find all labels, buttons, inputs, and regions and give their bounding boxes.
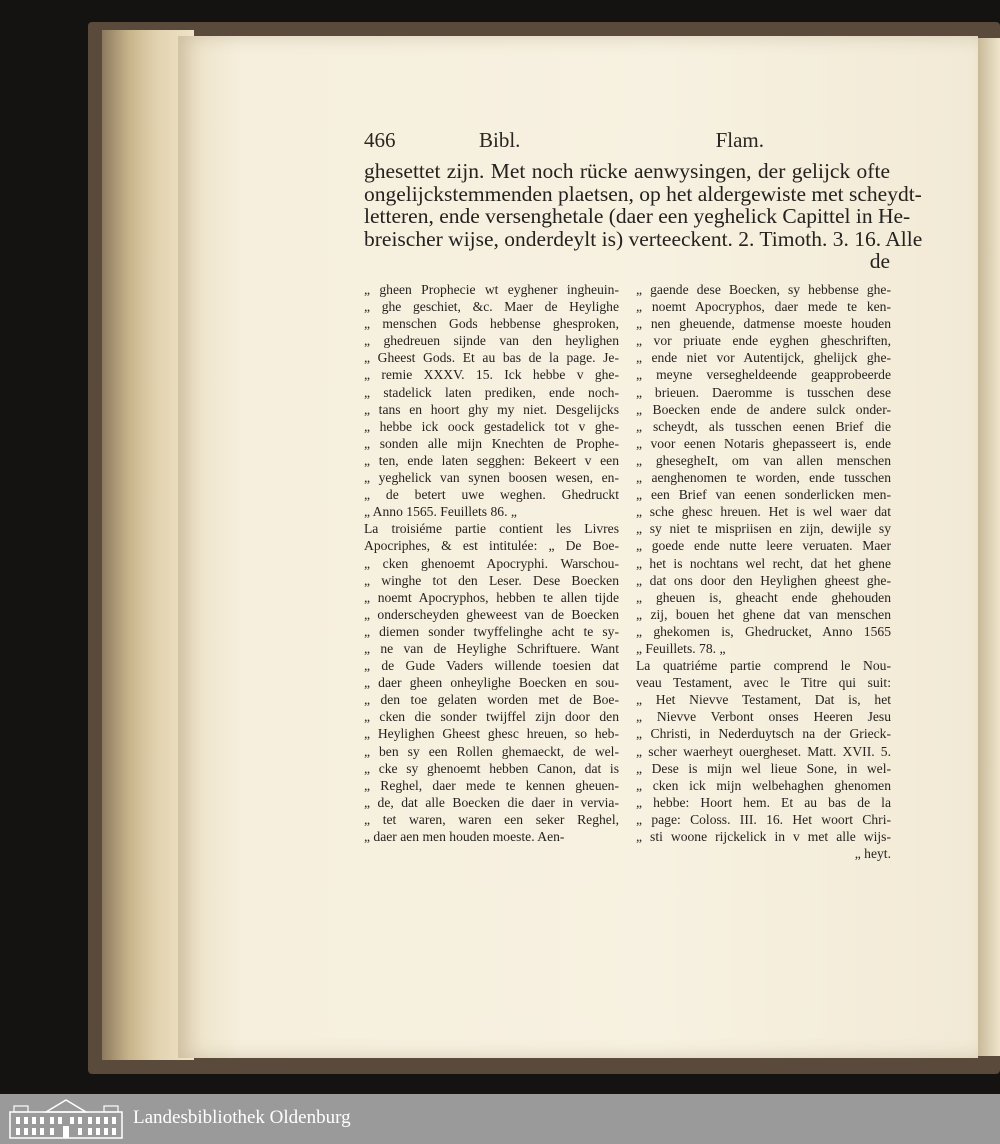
text-line: „ yeghelick van synen boosen wesen, en- — [364, 470, 619, 486]
library-building-logo-icon — [8, 1098, 124, 1140]
intro-line: breischer wijse, onderdeylt is) verteeckent. 2. Timoth. 3. 16. Alle — [364, 226, 923, 251]
text-line: La troisiéme partie contient les Livres — [364, 521, 619, 537]
text-line: „ Heylighen Gheest ghesc hreuen, so heb- — [364, 726, 619, 742]
text-line: „ stadelick laten prediken, ende noch- — [364, 384, 619, 400]
text-line: „ Feuillets. 78. „ — [636, 640, 726, 656]
intro-line: de — [869, 249, 890, 273]
text-line: „ ne van de Heylighe Schriftuere. Want — [364, 640, 619, 656]
text-line: „ dat ons door den Heylighen gheest ghe- — [636, 572, 891, 588]
text-line: „ hebbe ick oock gestadelick tot v ghe- — [364, 418, 619, 434]
text-line: „ remie XXXV. 15. Ick hebbe v ghe- — [364, 367, 619, 383]
text-line: „ Anno 1565. Feuillets 86. „ — [364, 504, 517, 520]
text-line: „ de Gude Vaders willende toesien dat — [364, 658, 619, 674]
running-title-left: Bibl. — [479, 128, 521, 152]
text-line: „ vor priuate ende eyghen gheschriften, — [636, 333, 891, 349]
page-number: 466 — [364, 128, 396, 152]
text-line: „ ende niet vor Autentijck, ghelijck ghe- — [636, 350, 891, 366]
text-line: „ gaende dese Boecken, sy hebbense ghe- — [636, 282, 891, 297]
text-line: „ een Brief van eenen sonderlicken men- — [636, 487, 891, 503]
text-line: „ cken die sonder twijffel zijn door den — [364, 709, 619, 725]
text-line: „ cke sy ghenoemt hebben Canon, dat is — [364, 760, 619, 776]
text-line: „ brieuen. Daeromme is tusschen dese — [636, 384, 891, 400]
text-line: „ ghe geschiet, &c. Maer de Heylighe — [364, 299, 619, 315]
running-title-right: Flam. — [715, 128, 764, 152]
text-line: „ daer gheen onheylighe Boecken en sou- — [364, 675, 619, 691]
text-line: „ goede ende nutte leere veruaten. Maer — [636, 538, 891, 554]
text-line: „ cken ghenoemt Apocryphi. Warschou- — [364, 555, 619, 571]
text-line: „ tet waren, waren een seker Reghel, — [364, 811, 619, 827]
text-line: „ winghe tot den Leser. Dese Boecken — [364, 572, 619, 588]
text-line: „ gheuen is, gheacht ende ghehouden — [636, 589, 891, 605]
left-column — [364, 281, 619, 845]
text-line: „ hebbe: Hoort hem. Et au bas de la — [636, 794, 891, 810]
running-head — [364, 128, 892, 158]
text-line: „ sy niet te mispriisen en zijn, dewijle sy — [636, 521, 891, 537]
text-line: „ ghekomen is, Ghedrucket, Anno 1565 — [636, 623, 891, 639]
text-line: „ sti woone rijckelick in v met alle wijs- — [636, 829, 891, 844]
text-line: „ Gheest Gods. Et au bas de la page. Je- — [364, 350, 619, 366]
text-line: „ diemen sonder twyffelinghe acht te sy- — [364, 623, 619, 639]
text-line: „ daer aen men houden moeste. Aen- — [364, 829, 565, 844]
text-line: „ ghesegheIt, om van allen menschen — [636, 452, 891, 468]
text-line: „ den toe gelaten worden met de Boe- — [364, 692, 619, 708]
text-line: „ het is nochtans wel recht, dat het ghene — [636, 555, 891, 571]
text-line: „ scher waerheyt ouergheset. Matt. XVII. 5. — [636, 743, 891, 759]
text-line: „ ghedreuen sijnde van den heylighen — [364, 333, 619, 349]
text-line: „ Dese is mijn wel lieue Sone, in wel- — [636, 760, 891, 776]
text-line: „ sche ghesc hreuen. Het is wel waer dat — [636, 504, 891, 520]
text-line: veau Testament, avec le Titre qui suit: — [636, 675, 891, 691]
library-banner — [0, 1094, 1000, 1144]
text-line: „ de betert uwe weghen. Ghedruckt — [364, 487, 619, 503]
text-line: „ voor eenen Notaris ghepasseert is, ende — [636, 435, 891, 451]
intro-line: ghesettet zijn. Met noch rücke aenwysingen, der gelijck ofte — [364, 159, 890, 183]
text-line: „ cken ick mijn welbehaghen ghenomen — [636, 777, 891, 793]
text-line: „ noemt Apocryphos, hebben te allen tijde — [364, 589, 619, 605]
text-line: „ tans en hoort ghy my niet. Desgelijcks — [364, 401, 619, 417]
text-line: „ ten, ende laten segghen: Bekeert v een — [364, 452, 619, 468]
text-line: „ gheen Prophecie wt eyghener ingheuin- — [364, 282, 619, 297]
text-line: „ sonden alle mijn Knechten de Prophe- — [364, 435, 619, 451]
text-line: „ onderscheyden gheweest van de Boecken — [364, 606, 619, 622]
text-line: „ noemt Apocryphos, daer mede te ken- — [636, 299, 891, 315]
text-line: „ Nievve Verbont onses Heeren Jesu — [636, 709, 891, 725]
text-line: „ zij, bouen het ghene dat van menschen — [636, 606, 891, 622]
text-line: „ heyt. — [854, 846, 891, 862]
text-line: „ scheydt, als tusschen eenen Brief die — [636, 418, 891, 434]
text-line: „ nen gheuende, datmense moeste houden — [636, 316, 891, 332]
text-line: „ Het Nievve Testament, Dat is, het — [636, 692, 891, 708]
library-name: Landesbibliothek Oldenburg — [133, 1107, 351, 1128]
right-column — [636, 281, 891, 862]
text-line: La quatriéme partie comprend le Nou- — [636, 658, 891, 674]
intro-line: letteren, ende versenghetale (daer een yeghelick Capittel in He- — [364, 204, 911, 228]
text-line: „ Boecken ende de andere sulck onder- — [636, 401, 891, 417]
text-line: „ Christi, in Nederduytsch na der Grieck- — [636, 726, 891, 742]
text-line: „ Reghel, daer mede te kennen gheuen- — [364, 777, 619, 793]
intro-paragraph — [364, 159, 923, 273]
text-line: „ de, dat alle Boecken die daer in vervia- — [364, 794, 619, 810]
facing-page-edge — [978, 38, 1000, 1056]
intro-line: ongelijckstemmenden plaetsen, op het aldergewiste met scheydt- — [364, 181, 922, 206]
text-line: „ menschen Gods hebbense ghesproken, — [364, 316, 619, 332]
text-line: „ aenghenomen te worden, ende tusschen — [636, 470, 891, 486]
text-line: „ meyne versegheldeende geapprobeerde — [636, 367, 891, 383]
text-line: „ ben sy een Rollen ghemaeckt, de wel- — [364, 743, 619, 759]
text-line: Apocriphes, & est intitulée: „ De Boe- — [364, 538, 619, 554]
text-line: „ page: Coloss. III. 16. Het woort Chri- — [636, 811, 891, 827]
